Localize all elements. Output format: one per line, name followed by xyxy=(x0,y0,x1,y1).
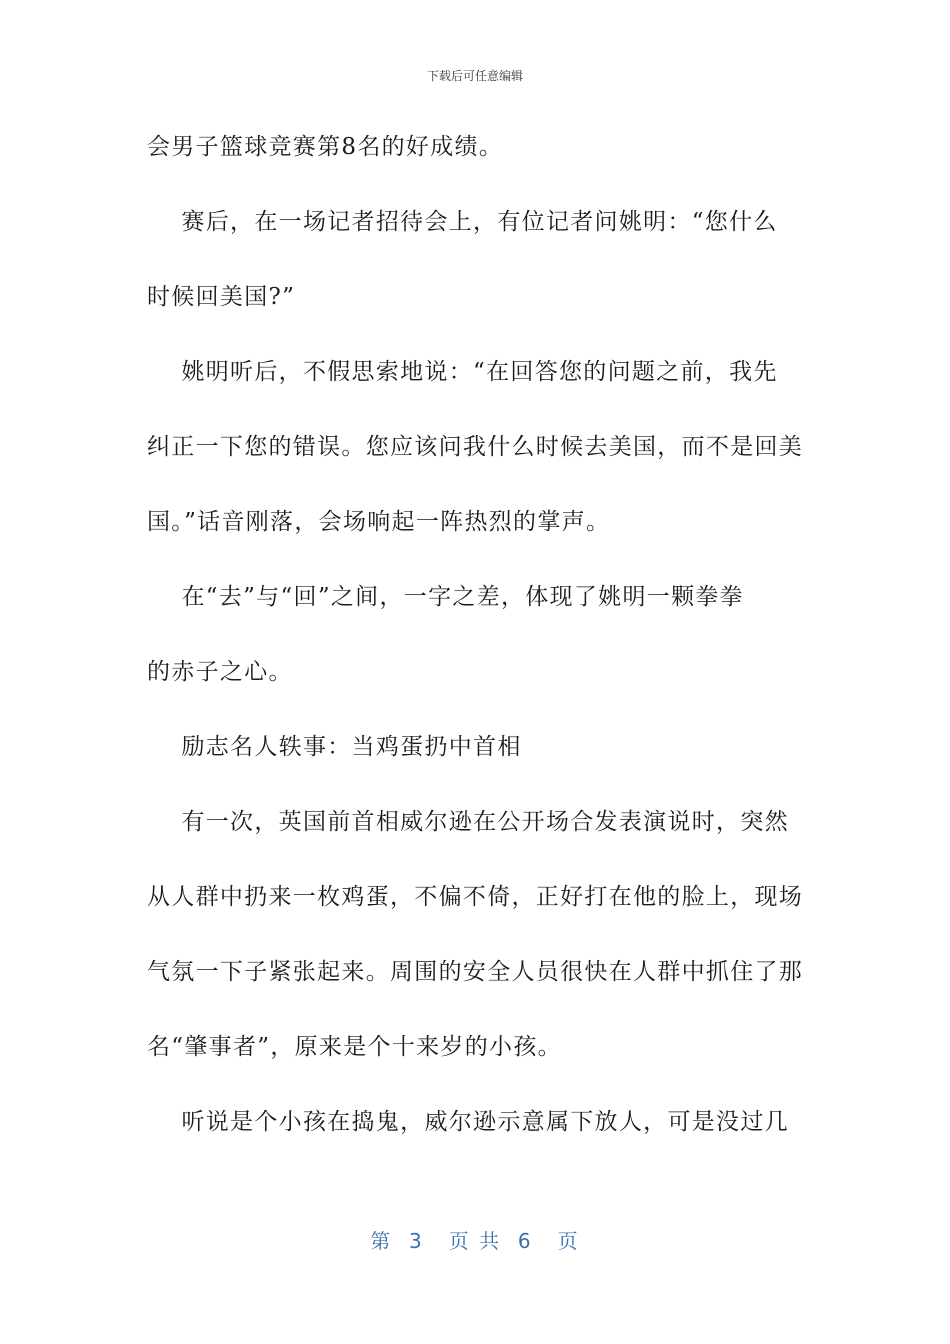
text-line: 姚明听后，不假思索地说：“在回答您的问题之前，我先 xyxy=(147,359,778,385)
text-line: 的赤子之心。 xyxy=(147,659,293,685)
text-line: 有一次，英国前首相威尔逊在公开场合发表演说时，突然 xyxy=(147,809,789,835)
page-header: 下载后可任意编辑 xyxy=(426,69,523,83)
page-number-text: 第 3 页 共 6 页 xyxy=(370,1229,580,1253)
text-line: 名“肇事者”，原来是个十来岁的小孩。 xyxy=(147,1034,562,1060)
text-line: 国。”话音刚落，会场响起一阵热烈的掌声。 xyxy=(147,509,611,535)
document-body xyxy=(147,124,804,1174)
section-heading: 励志名人轶事：当鸡蛋扔中首相 xyxy=(147,734,522,760)
text-line: 在“去”与“回”之间，一字之差，体现了姚明一颗拳拳 xyxy=(147,584,744,610)
text-line: 会男子篮球竞赛第8名的好成绩。 xyxy=(147,134,504,160)
text-line: 赛后，在一场记者招待会上，有位记者问姚明：“您什么 xyxy=(147,209,778,235)
text-line: 纠正一下您的错误。您应该问我什么时候去美国，而不是回美 xyxy=(147,434,804,460)
page-number-footer xyxy=(0,1225,950,1254)
text-line: 从人群中扔来一枚鸡蛋，不偏不倚，正好打在他的脸上，现场 xyxy=(147,884,804,910)
text-line: 听说是个小孩在捣鬼，威尔逊示意属下放人，可是没过几 xyxy=(147,1109,789,1135)
text-line: 时候回美国?” xyxy=(147,284,296,310)
text-line: 气氛一下子紧张起来。周围的安全人员很快在人群中抓住了那 xyxy=(147,959,804,985)
